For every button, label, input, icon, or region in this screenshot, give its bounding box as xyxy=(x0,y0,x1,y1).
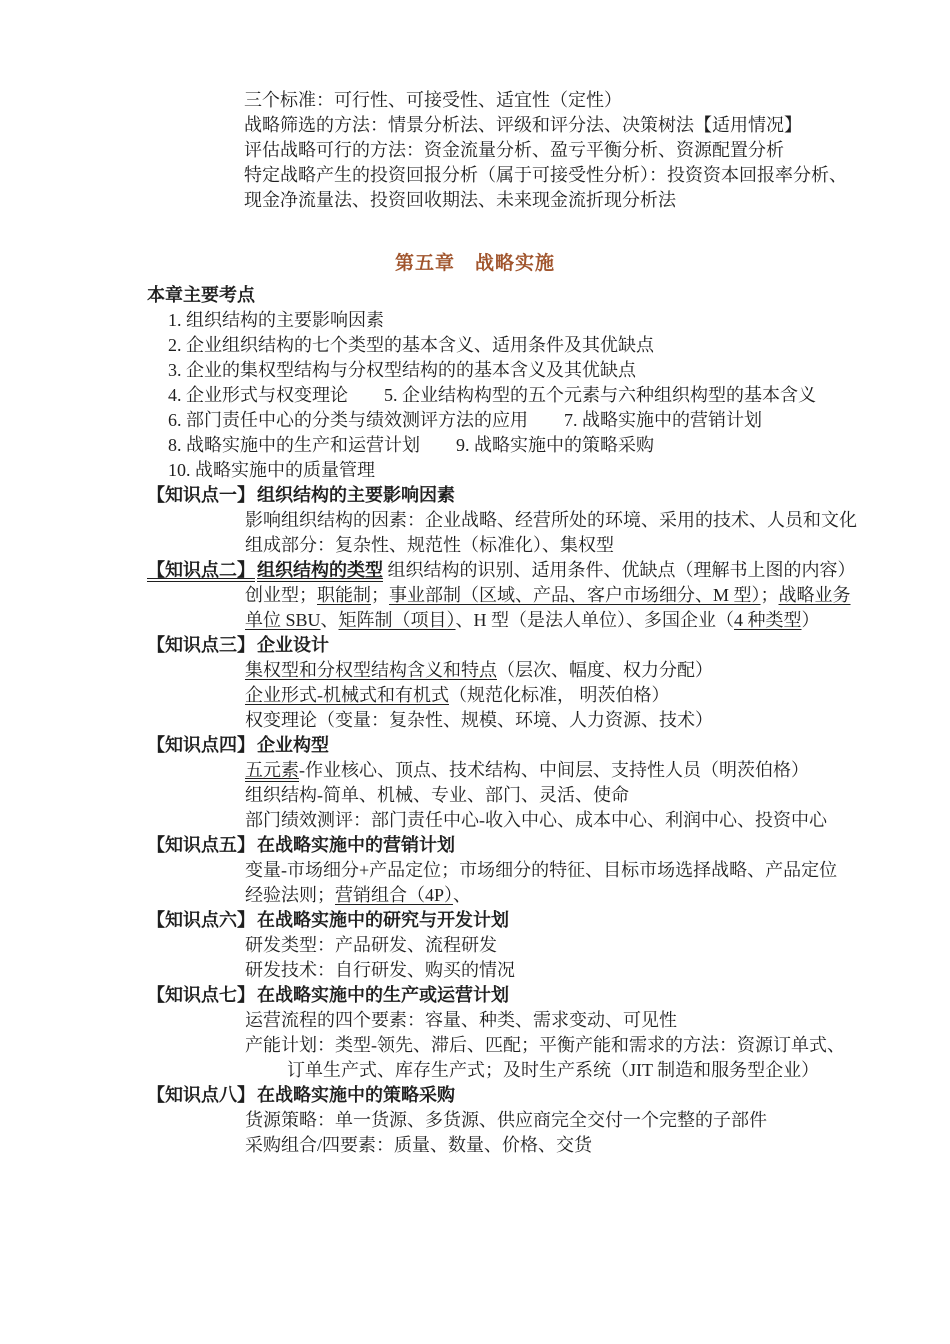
knowledge-section xyxy=(0,908,950,983)
knowledge-section xyxy=(0,558,950,633)
text-segment: ； xyxy=(371,585,389,605)
text-segment: 、 xyxy=(453,885,472,905)
text-segment: 部门绩效测评：部门责任中心-收入中心、成本中心、利润中心、投资中心 xyxy=(245,810,827,830)
body-line xyxy=(0,508,950,533)
body-line xyxy=(0,608,950,633)
text-segment: 变量-市场细分+产品定位；市场细分的特征、目标市场选择战略、产品定位 xyxy=(245,860,838,880)
intro-line: 评估战略可行的方法：资金流量分析、盈亏平衡分析、资源配置分析 xyxy=(244,140,784,160)
text-segment: ） xyxy=(801,610,820,630)
text-segment: （规范化标准， 明茨伯格） xyxy=(449,685,670,705)
text-segment: 采购组合/四要素：质量、数量、价格、交货 xyxy=(245,1135,592,1155)
knowledge-section xyxy=(0,633,950,733)
intro-paragraph xyxy=(244,88,950,213)
intro-line: 战略筛选的方法：情景分析法、评级和评分法、决策树法【适用情况】 xyxy=(244,115,802,135)
body-line xyxy=(0,1008,950,1033)
key-point-item: 8. 战略实施中的生产和运营计划 9. 战略实施中的策略采购 xyxy=(168,435,654,455)
knowledge-section xyxy=(0,833,950,908)
text-segment: 营销组合（4P） xyxy=(335,885,454,905)
text-segment: -作业核心、顶点、技术结构、中间层、支持性人员（明茨伯格） xyxy=(299,760,809,780)
text-segment: 职能制 xyxy=(317,585,371,605)
section-heading xyxy=(0,633,950,658)
section-label: 【知识点七】 xyxy=(147,985,255,1005)
section-label: 【知识点三】 xyxy=(147,635,255,655)
body-line xyxy=(0,708,950,733)
text-segment: 研发技术：自行研发、购买的情况 xyxy=(245,960,515,980)
section-label: 【知识点八】 xyxy=(147,1085,255,1105)
text-segment: 战略业务 xyxy=(778,585,851,605)
section-label: 【知识点一】 xyxy=(147,485,255,505)
text-segment: 创业型； xyxy=(245,585,317,605)
text-segment: 4 种类型 xyxy=(734,610,802,630)
text-segment: 单位 SBU xyxy=(245,610,321,630)
text-segment: 订单生产式、库存生产式；及时生产系统（JIT 制造和服务型企业） xyxy=(287,1060,820,1080)
key-point-item: 4. 企业形式与权变理论 5. 企业结构构型的五个元素与六种组织构型的基本含义 xyxy=(168,385,816,405)
body-line xyxy=(0,808,950,833)
knowledge-section xyxy=(0,483,950,558)
body-line xyxy=(0,583,950,608)
intro-line: 现金净流量法、投资回收期法、未来现金流折现分析法 xyxy=(244,190,676,210)
section-label: 【知识点二】 xyxy=(147,560,255,580)
text-segment: 运营流程的四个要素：容量、种类、需求变动、可见性 xyxy=(245,1010,677,1030)
text-segment: 组织结构的识别、适用条件、优缺点（理解书上图的内容） xyxy=(383,560,856,580)
text-segment: 矩阵制（项目） xyxy=(338,610,456,630)
intro-line: 三个标准：可行性、可接受性、适宜性（定性） xyxy=(244,90,622,110)
body-line xyxy=(0,958,950,983)
text-segment: 经验法则； xyxy=(245,885,335,905)
section-heading xyxy=(0,983,950,1008)
section-heading xyxy=(0,1083,950,1108)
body-line xyxy=(0,658,950,683)
section-heading xyxy=(0,558,950,583)
body-line xyxy=(0,1133,950,1158)
chapter-title: 第五章 战略实施 xyxy=(394,253,555,274)
text-segment: 货源策略：单一货源、多货源、供应商完全交付一个完整的子部件 xyxy=(245,1110,767,1130)
text-segment: 企业形式-机械式和有机式 xyxy=(245,685,449,705)
knowledge-section xyxy=(0,1083,950,1158)
body-line xyxy=(0,783,950,808)
text-segment: 、 xyxy=(320,610,339,630)
text-segment: 在战略实施中的生产或运营计划 xyxy=(257,985,509,1005)
body-line xyxy=(0,858,950,883)
text-segment: 组织结构的类型 xyxy=(257,560,383,580)
key-points-list xyxy=(168,308,950,483)
text-segment: 研发类型：产品研发、流程研发 xyxy=(245,935,497,955)
text-segment: 在战略实施中的营销计划 xyxy=(257,835,455,855)
knowledge-section xyxy=(0,733,950,833)
body-line xyxy=(0,533,950,558)
text-segment: 组成部分：复杂性、规范性（标准化）、集权型 xyxy=(245,535,614,555)
text-segment: 企业构型 xyxy=(257,735,329,755)
section-heading xyxy=(0,733,950,758)
intro-line: 特定战略产生的投资回报分析（属于可接受性分析）：投资资本回报率分析、 xyxy=(244,165,847,185)
key-point-item: 1. 组织结构的主要影响因素 xyxy=(168,310,384,330)
body-line xyxy=(0,683,950,708)
text-segment: 事业部制（区域、产品、客户市场细分、M 型） xyxy=(389,585,761,605)
text-segment: 产能计划：类型-领先、滞后、匹配；平衡产能和需求的方法：资源订单式、 xyxy=(245,1035,845,1055)
section-label: 【知识点五】 xyxy=(147,835,255,855)
text-segment: ； xyxy=(760,585,779,605)
section-heading xyxy=(0,483,950,508)
key-point-item: 10. 战略实施中的质量管理 xyxy=(168,460,375,480)
body-line xyxy=(0,758,950,783)
key-point-item: 3. 企业的集权型结构与分权型结构的的基本含义及其优缺点 xyxy=(168,360,636,380)
body-line xyxy=(0,883,950,908)
body-line xyxy=(0,1108,950,1133)
knowledge-section xyxy=(0,983,950,1083)
text-segment: 五元素 xyxy=(245,760,299,780)
text-segment: 权变理论（变量：复杂性、规模、环境、人力资源、技术） xyxy=(245,710,713,730)
key-point-item: 6. 部门责任中心的分类与绩效测评方法的应用 7. 战略实施中的营销计划 xyxy=(168,410,762,430)
text-segment: 影响组织结构的因素：企业战略、经营所处的环境、采用的技术、人员和文化 xyxy=(245,510,857,530)
body-line xyxy=(0,1058,950,1083)
text-segment: （层次、幅度、权力分配） xyxy=(497,660,713,680)
text-segment: 在战略实施中的研究与开发计划 xyxy=(257,910,509,930)
text-segment: 、H 型（是法人单位）、多国企业（ xyxy=(455,610,735,630)
key-point-item: 2. 企业组织结构的七个类型的基本含义、适用条件及其优缺点 xyxy=(168,335,654,355)
text-segment: 组织结构-简单、机械、专业、部门、灵活、使命 xyxy=(245,785,629,805)
body-line xyxy=(0,933,950,958)
text-segment: 组织结构的主要影响因素 xyxy=(257,485,455,505)
body-line xyxy=(0,1033,950,1058)
text-segment: 集权型和分权型结构含义和特点 xyxy=(245,660,497,680)
section-label: 【知识点六】 xyxy=(147,910,255,930)
text-segment: 企业设计 xyxy=(257,635,329,655)
section-label: 【知识点四】 xyxy=(147,735,255,755)
knowledge-sections xyxy=(0,483,950,1158)
section-heading xyxy=(0,833,950,858)
text-segment: 在战略实施中的策略采购 xyxy=(257,1085,455,1105)
section-heading xyxy=(0,908,950,933)
key-points-header: 本章主要考点 xyxy=(147,285,255,305)
